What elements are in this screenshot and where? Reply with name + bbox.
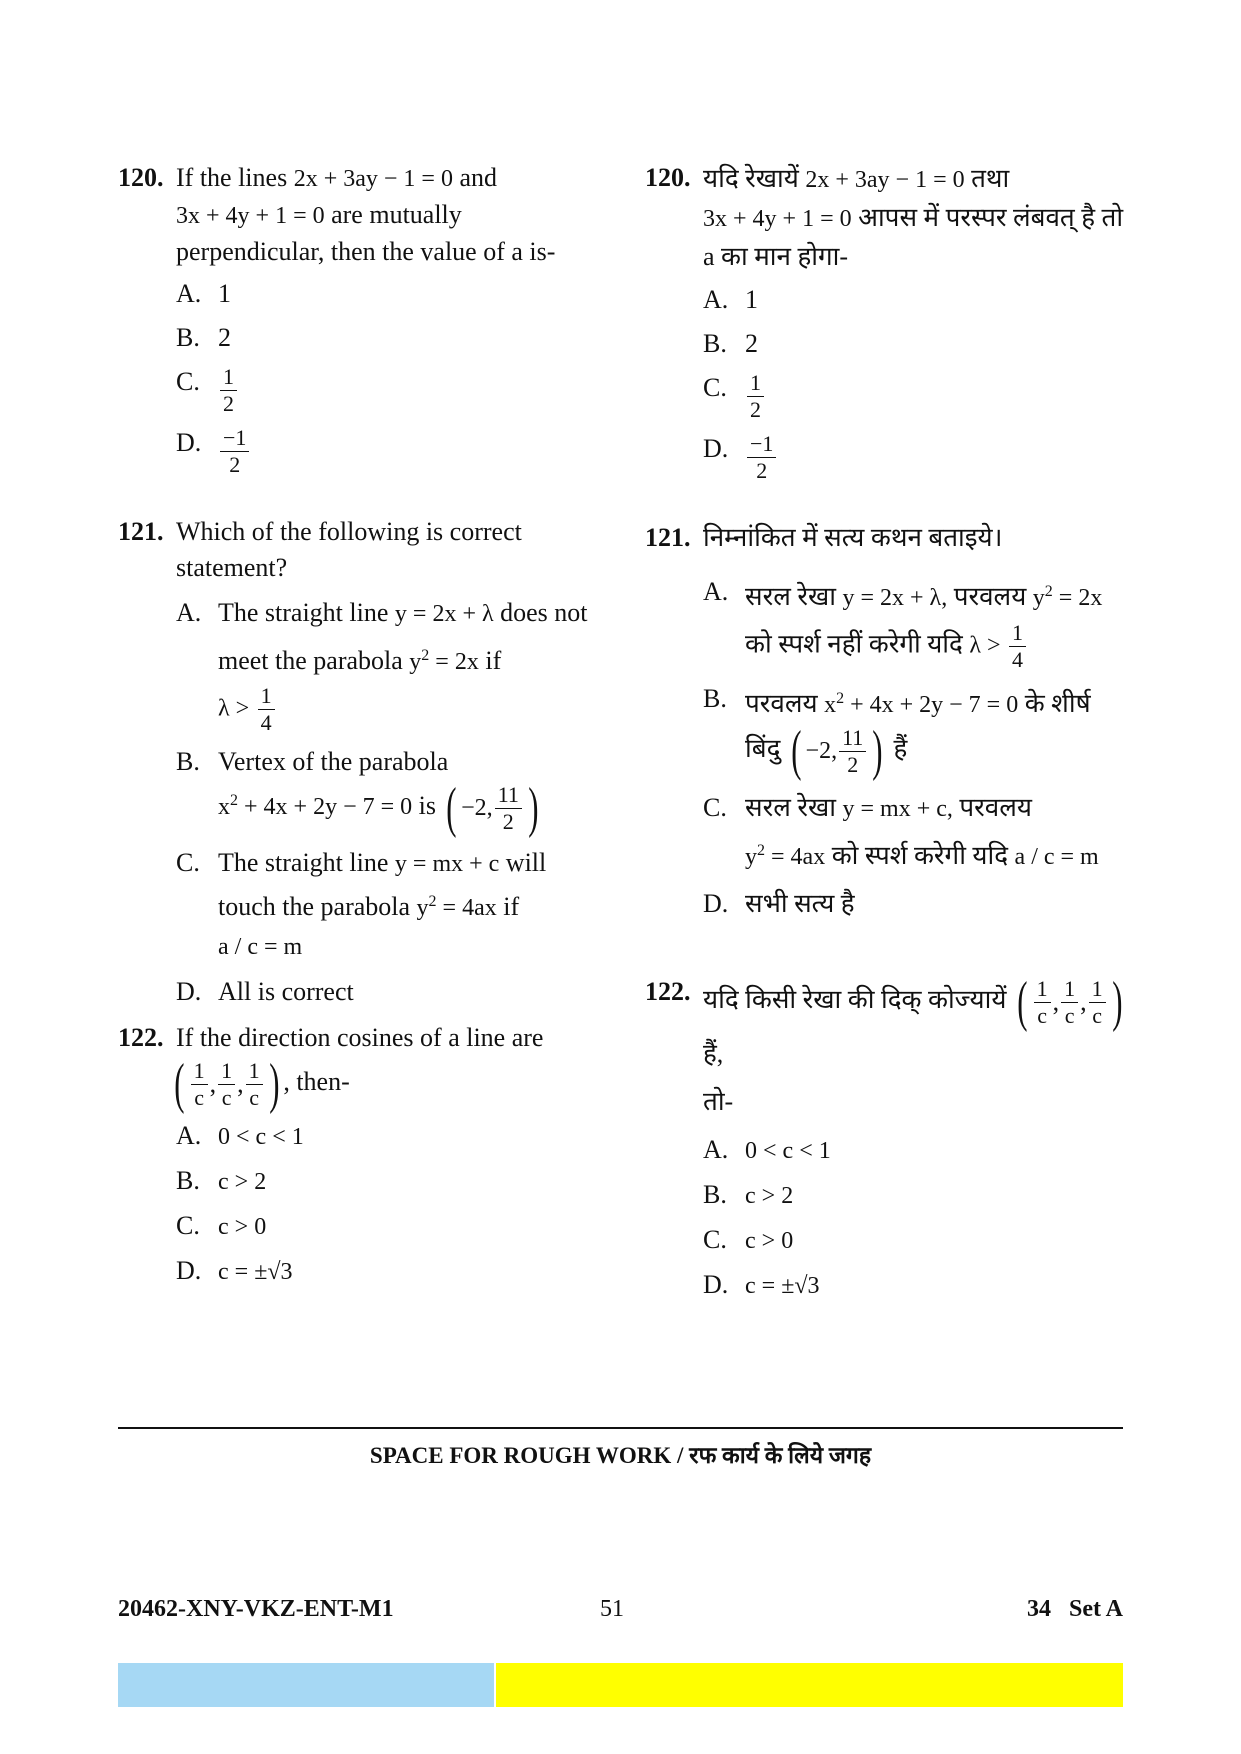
question-stem: If the direction cosines of a line are ( $\frac{1}{c}$ , $\frac{1}{c}$ , $\frac{1}{c}$ ) , then- xyxy=(176,1020,588,1112)
question-122-en xyxy=(118,1020,588,1290)
option-c: C. सरल रेखा y = mx + c, परवलय $y^2 = 4ax$ को स्पर्श करेगी यदि a / c = m xyxy=(703,793,1099,870)
question-stem: यदि किसी रेखा की दिक् कोज्यायें ( $\frac{1}{c}$ , $\frac{1}{c}$ , $\frac{1}{c}$ ) हैं, तो- xyxy=(703,974,1135,1126)
option-a: A. The straight line y = 2x + λ does not meet the parabola $y^2 = 2x$ if λ > $\frac{1}{4}$ xyxy=(176,598,588,735)
option-a: A. 0 < c < 1 xyxy=(703,1135,831,1164)
option-c: C. $\frac{1}{2}$ xyxy=(176,364,588,417)
english-column xyxy=(118,160,588,1298)
question-stem: If the lines 2x + 3ay − 1 = 0 and 3x + 4y + 1 = 0 are mutually perpendicular, then the value of a is- xyxy=(176,163,556,266)
option-b: B. परवलय $x^2 + 4x + 2y - 7 = 0$ के शीर्ष बिंदु ( −2, $\frac{11}{2}$ ) हैं xyxy=(703,684,1091,782)
question-121-en xyxy=(118,514,588,1010)
option-d: D. सभी सत्य है xyxy=(703,889,855,918)
question-121-hi xyxy=(645,520,1135,922)
yellow-color-band xyxy=(496,1663,1123,1707)
page-number: 51 xyxy=(600,1596,624,1622)
option-d: D. c = ±√3 xyxy=(703,1270,820,1299)
question-number: 122. xyxy=(118,1023,164,1052)
question-number: 121. xyxy=(118,517,164,546)
fraction: $\frac{1}{4}$ xyxy=(258,683,275,736)
fraction: $\frac{1}{2}$ xyxy=(220,364,237,417)
ordered-pair: ( −2, $\frac{11}{2}$ ) xyxy=(791,720,883,782)
option-b: B. Vertex of the parabola $x^2 + 4x + 2y - 7 = 0$ is ( −2, $\frac{11}{2}$ ) xyxy=(176,744,588,836)
question-stem: यदि रेखायें 2x + 3ay − 1 = 0 तथा 3x + 4y + 1 = 0 आपस में परस्पर लंबवत् है तो a का मान होगा- xyxy=(703,164,1124,271)
question-number: 121. xyxy=(645,523,691,552)
option-c: C. c > 0 xyxy=(176,1211,267,1240)
option-c: C. c > 0 xyxy=(703,1225,794,1254)
direction-cosines: ( $\frac{1}{c}$ , $\frac{1}{c}$ , $\frac{1}{c}$ ) xyxy=(1017,971,1123,1033)
set-label: 34 Set A xyxy=(1027,1596,1123,1622)
direction-cosines: ( $\frac{1}{c}$ , $\frac{1}{c}$ , $\frac{1}{c}$ ) xyxy=(174,1053,280,1115)
hindi-column xyxy=(645,160,1135,1312)
option-a: A. 1 xyxy=(703,285,758,314)
option-b: B. 2 xyxy=(176,323,231,352)
question-number: 120. xyxy=(645,163,691,192)
paper-code: 20462-XNY-VKZ-ENT-M1 xyxy=(118,1596,394,1622)
question-120-hi xyxy=(645,160,1135,484)
option-c: C. The straight line y = mx + c will touch the parabola $y^2 = 4ax$ if a / c = m xyxy=(176,848,547,960)
fraction: $\frac{-1}{2}$ xyxy=(747,431,776,484)
option-b: B. c > 2 xyxy=(703,1180,794,1209)
option-a: A. सरल रेखा y = 2x + λ, परवलय $y^2 = 2x$ को स्पर्श नहीं करेगी यदि λ > $\frac{1}{4}$ xyxy=(703,577,1103,672)
option-d: D. $\frac{-1}{2}$ xyxy=(703,431,1135,484)
option-d: D. c = ±√3 xyxy=(176,1256,293,1285)
option-b: B. 2 xyxy=(703,329,758,358)
question-stem: निम्नांकित में सत्य कथन बताइये। xyxy=(703,523,1003,552)
question-122-hi xyxy=(645,971,1135,1304)
option-b: B. c > 2 xyxy=(176,1166,267,1195)
question-120-en xyxy=(118,160,588,478)
option-c: C. $\frac{1}{2}$ xyxy=(703,370,1135,423)
ordered-pair: ( −2, $\frac{11}{2}$ ) xyxy=(446,777,539,839)
option-d: D. All is correct xyxy=(176,977,354,1006)
option-d: D. $\frac{-1}{2}$ xyxy=(176,425,588,478)
option-a: A. 0 < c < 1 xyxy=(176,1121,304,1150)
option-a: A. 1 xyxy=(176,279,231,308)
fraction: $\frac{1}{4}$ xyxy=(1009,620,1026,673)
question-stem: Which of the following is correct statement? xyxy=(176,517,522,582)
rough-work-divider xyxy=(118,1427,1123,1429)
rough-work-label: SPACE FOR ROUGH WORK / रफ कार्य के लिये जगह xyxy=(369,1443,872,1468)
blue-color-band xyxy=(118,1663,494,1707)
fraction: $\frac{-1}{2}$ xyxy=(220,425,249,478)
question-number: 120. xyxy=(118,163,164,192)
fraction: $\frac{1}{2}$ xyxy=(747,370,764,423)
question-number: 122. xyxy=(645,977,691,1006)
